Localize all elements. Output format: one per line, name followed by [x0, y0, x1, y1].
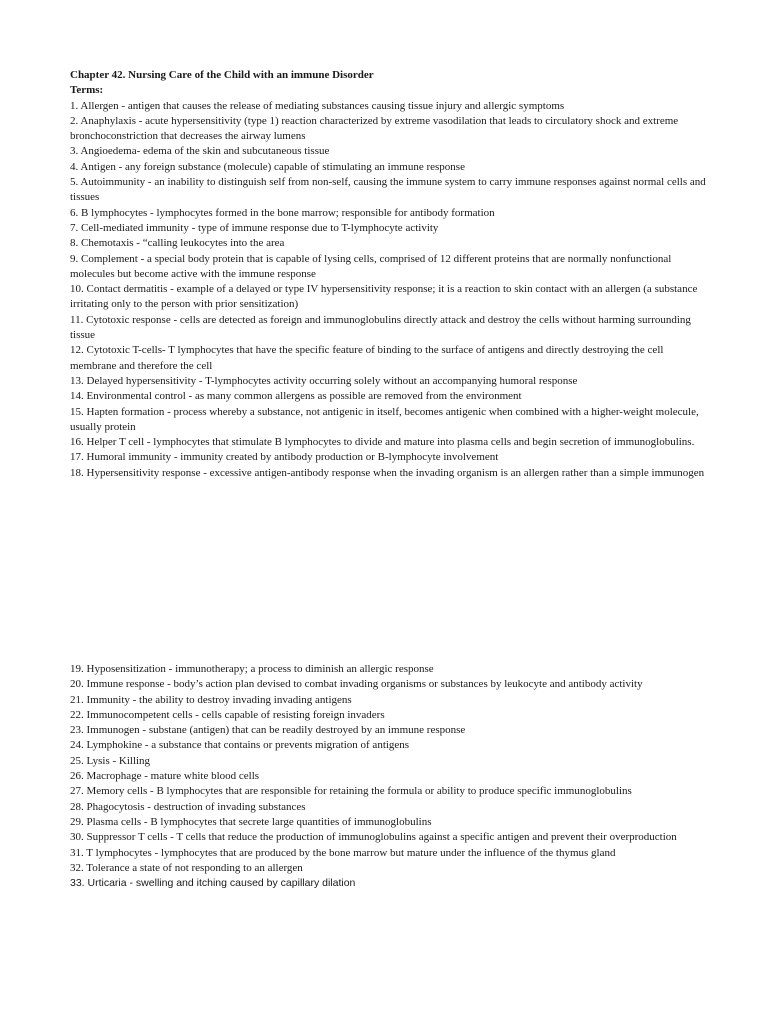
- term-item: 2. Anaphylaxis - acute hypersensitivity (type 1) reaction characterized by extreme vasodilation that leads to circulatory shock and extreme bronchoconstriction that decreases the airway lumens: [70, 114, 679, 143]
- document-page-bottom: [70, 662, 710, 891]
- term-item: 6. B lymphocytes - lymphocytes formed in the bone marrow; responsible for antibody formation: [70, 206, 495, 219]
- term-item: 19. Hyposensitization - immunotherapy; a process to diminish an allergic response: [70, 663, 434, 675]
- term-item: 23. Immunogen - substane (antigen) that can be readily destroyed by an immune response: [70, 724, 466, 737]
- term-item: 13. Delayed hypersensitivity - T-lymphocytes activity occurring solely without an accompanying humoral response: [70, 374, 578, 387]
- term-item: 8. Chemotaxis - “calling leukocytes into the area: [70, 237, 285, 250]
- term-item: 3. Angioedema- edema of the skin and subcutaneous tissue: [70, 145, 330, 158]
- term-item: 9. Complement - a special body protein that is capable of lysing cells, comprised of 12 different proteins that are normally nonfunctional molecules but become active with the immune response: [70, 252, 672, 280]
- document-page-top: [70, 68, 710, 481]
- term-item: 11. Cytotoxic response - cells are detected as foreign and immunoglobulins directly attack and destroy the cells without harming surrounding tissue: [70, 313, 691, 342]
- term-item: 31. T lymphocytes - lymphocytes that are produced by the bone marrow but mature under the influence of the thymus gland: [70, 846, 616, 859]
- term-item: 1. Allergen - antigen that causes the release of mediating substances causing tissue injury and allergic symptoms: [70, 99, 565, 112]
- term-item: 28. Phagocytosis - destruction of invading substances: [70, 800, 306, 813]
- term-item: 22. Immunocompetent cells - cells capable of resisting foreign invaders: [70, 708, 385, 721]
- term-item: 16. Helper T cell - lymphocytes that stimulate B lymphocytes to divide and mature into plasma cells and begin secretion of immunoglobulins.: [70, 436, 695, 449]
- term-item: 21. Immunity - the ability to destroy invading invading antigens: [70, 693, 352, 706]
- term-item: 27. Memory cells - B lymphocytes that are responsible for retaining the formula or ability to produce specific immunoglobulins: [70, 785, 632, 798]
- term-item: 15. Hapten formation - process whereby a substance, not antigenic in itself, becomes antigenic when combined with a higher-weight molecule, usually protein: [70, 405, 699, 433]
- term-item: 26. Macrophage - mature white blood cells: [70, 770, 260, 783]
- term-item: 30. Suppressor T cells - T cells that reduce the production of immunoglobulins against a specific antigen and prevent their overproduction: [70, 831, 677, 844]
- term-item: 5. Autoimmunity - an inability to distinguish self from non-self, causing the immune system to carry immune responses against normal cells and tissues: [70, 176, 706, 204]
- term-item: 32. Tolerance a state of not responding to an allergen: [70, 861, 303, 874]
- term-item: 10. Contact dermatitis - example of a delayed or type IV hypersensitivity response; it is a reaction to skin contact with an allergen (a substance irritating only to the person with prior sensitization): [70, 283, 698, 311]
- term-item: 25. Lysis - Killing: [70, 754, 151, 767]
- term-item: 29. Plasma cells - B lymphocytes that secrete large quantities of immunoglobulins: [70, 815, 432, 828]
- chapter-title: Chapter 42. Nursing Care of the Child with an immune Disorder: [70, 69, 374, 81]
- term-item: 4. Antigen - any foreign substance (molecule) capable of stimulating an immune response: [70, 160, 465, 173]
- term-item: 12. Cytotoxic T-cells- T lymphocytes that have the specific feature of binding to the surface of antigens and directly destroying the cell membrane and therefore the cell: [70, 344, 664, 372]
- term-item: 14. Environmental control - as many common allergens as possible are removed from the environment: [70, 390, 522, 403]
- term-item: 20. Immune response - body’s action plan devised to combat invading organisms or substances by leukocyte and antibody activity: [70, 678, 643, 691]
- term-item: 17. Humoral immunity - immunity created by antibody production or B-lymphocyte involvement: [70, 451, 499, 464]
- term-item: 7. Cell-mediated immunity - type of immune response due to T-lymphocyte activity: [70, 221, 439, 234]
- terms-heading: Terms:: [70, 84, 104, 97]
- term-item: 33. Urticaria - swelling and itching caused by capillary dilation: [70, 877, 356, 890]
- term-item: 18. Hypersensitivity response - excessive antigen-antibody response when the invading organism is an allergen rather than a simple immunogen: [70, 466, 705, 479]
- term-item: 24. Lymphokine - a substance that contains or prevents migration of antigens: [70, 739, 410, 752]
